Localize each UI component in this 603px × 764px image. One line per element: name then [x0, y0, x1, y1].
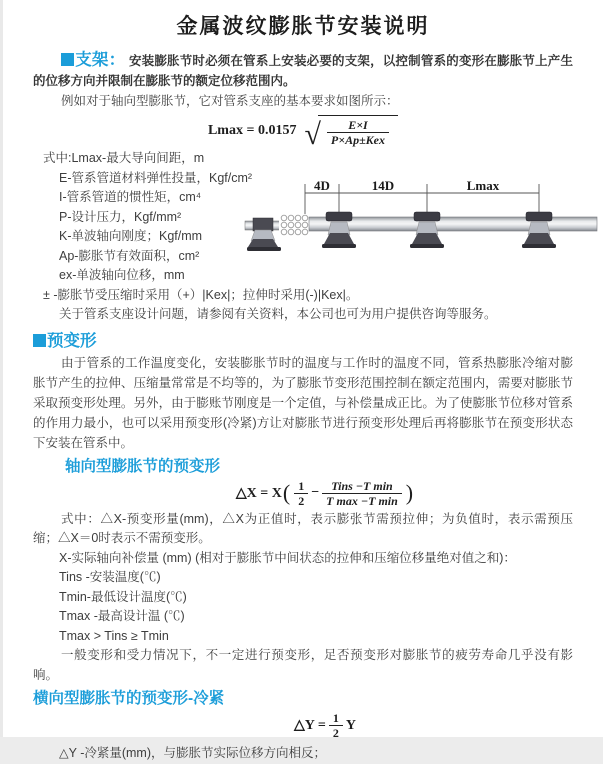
definition-item: ex-单波轴向位移，mm — [59, 268, 185, 282]
support-note: 关于管系支座设计问题，请参阅有关资料，本公司也可为用户提供咨询等服务。 — [59, 307, 497, 321]
half-numerator: 1 — [298, 478, 305, 493]
axial-note: Tmin-最低设计温度(℃) — [59, 589, 187, 604]
axial-note: Tmax -最高设计温 (℃) — [59, 609, 185, 623]
half-denominator: 2 — [294, 493, 308, 508]
dimension-label-4d: 4D — [314, 178, 330, 193]
lmax-fraction — [327, 118, 389, 147]
dimension-label-14d: 14D — [371, 178, 395, 193]
close-paren: ) — [405, 480, 414, 505]
support-intro-paragraph — [33, 50, 573, 91]
anchor-foot — [247, 247, 281, 251]
lmax-formula — [33, 115, 573, 151]
half-fraction — [329, 711, 343, 740]
half-denominator: 2 — [329, 725, 343, 740]
half-numerator: 1 — [332, 711, 339, 725]
anchor-clamp — [253, 218, 273, 231]
preform-paragraph: 由于管系的工作温度变化，安装膨胀节时的温度与工作时的温度不同，管系热膨胀冷缩对膨胀节产生的拉伸、压缩量常常是不均等的，为了膨胀节变形范围控制在额定范围内，需要对膨胀节采取预变形处理。另外，由于膨账节刚度是一个定值，与补偿量成正比。为了使膨胀节位移对管系的作用力最小，也可以采用预变形(冷紧)方让对膨胀节进行预变形处理后再将膨胀节在预变形状态下安装在管系中。 — [33, 355, 573, 450]
definition-item: Ap-膨胀节有效面积，cm² — [59, 248, 200, 263]
temperature-fraction — [322, 479, 402, 508]
lmax-denominator: P×Ap±Kex — [327, 132, 389, 147]
sqrt-radical — [304, 115, 398, 151]
section-marker-icon — [33, 334, 46, 347]
axial-note: 式中：△X-预变形量(mm)，△X为正值时，表示膨张节需预拉伸；为负值时，表示需预压缩；△X＝0时表示不需预变形。 — [33, 511, 573, 545]
lateral-subsection-heading: 横向型膨胀节的预变形-冷紧 — [33, 690, 225, 707]
temp-denominator: T max −T min — [322, 493, 402, 508]
lateral-formula-lhs: △Y = — [294, 718, 326, 733]
preform-section-heading — [33, 331, 573, 351]
axial-preform-formula — [55, 479, 595, 508]
support-heading-label: 支架： — [75, 51, 126, 69]
axial-note: 一般变形和受力情况下，不一定进行预变形，足否预变形对膨胀节的疲劳寿命几乎没有影响。 — [33, 648, 573, 682]
sqrt-body — [318, 115, 398, 147]
half-fraction — [294, 479, 308, 508]
preform-heading-label: 预变形 — [47, 331, 97, 350]
dimension-label-lmax: Lmax — [466, 178, 500, 193]
support-section-heading — [61, 51, 125, 69]
definition-item: K-单波轴向刚度；Kgf/mm — [59, 229, 203, 243]
sqrt-symbol: √ — [304, 118, 321, 151]
bellows-icon — [279, 214, 309, 236]
page-title: 金属波纹膨胀节安装说明 — [176, 15, 430, 38]
axial-notes-list — [33, 510, 573, 686]
support-requirement-diagram — [243, 178, 599, 280]
lateral-formula-rhs: Y — [345, 717, 356, 733]
definition-item: P-设计压力，Kgf/mm² — [59, 209, 182, 224]
definition-item: I-管系管道的惯性矩，cm⁴ — [59, 190, 202, 204]
minus-sign: − — [311, 485, 320, 500]
lmax-formula-prefix: Lmax = 0.0157 — [207, 123, 297, 138]
section-marker-icon — [61, 53, 74, 66]
axial-note: Tmax > Tins ≥ Tmin — [59, 628, 169, 643]
axial-note: Tins -安装温度(℃) — [59, 570, 161, 584]
temp-numerator: Tins −T min — [331, 478, 393, 493]
anchor-base — [248, 239, 278, 247]
lateral-preform-formula — [55, 711, 595, 740]
axial-note: X-实际轴向补偿量 (mm) (相对于膨胀节中间状态的拉伸和压缩位移量绝对值之和)： — [59, 550, 516, 565]
definition-item: E-管系管道材料弹性投量，Kgf/cm² — [59, 170, 253, 185]
definition-item-plusminus: ± -膨胀节受压缩时采用（+）|Kex|；拉伸时采用(-)|Kex|。 — [43, 287, 359, 302]
axial-subsection-heading: 轴向型膨胀节的预变形 — [65, 457, 221, 475]
support-intro-text: 安装膨胀节时必须在管系上安装必要的支架，以控制管系的变形在膨胀节上产生的位移方向并限制在膨胀节的额定位移范围内。 — [33, 54, 573, 88]
axial-formula-lhs: △X = X — [235, 485, 282, 501]
definition-item: 式中:Lmax-最大导向间距，m — [43, 151, 205, 165]
support-example-line: 例如对于轴向型膨胀节，它对管系支座的基本要求如图所示： — [61, 94, 399, 108]
open-paren: ( — [282, 480, 291, 505]
lmax-numerator: E×I — [348, 118, 368, 132]
lateral-note: △Y -冷紧量(mm)，与膨胀节实际位移方向相反； — [59, 746, 327, 760]
